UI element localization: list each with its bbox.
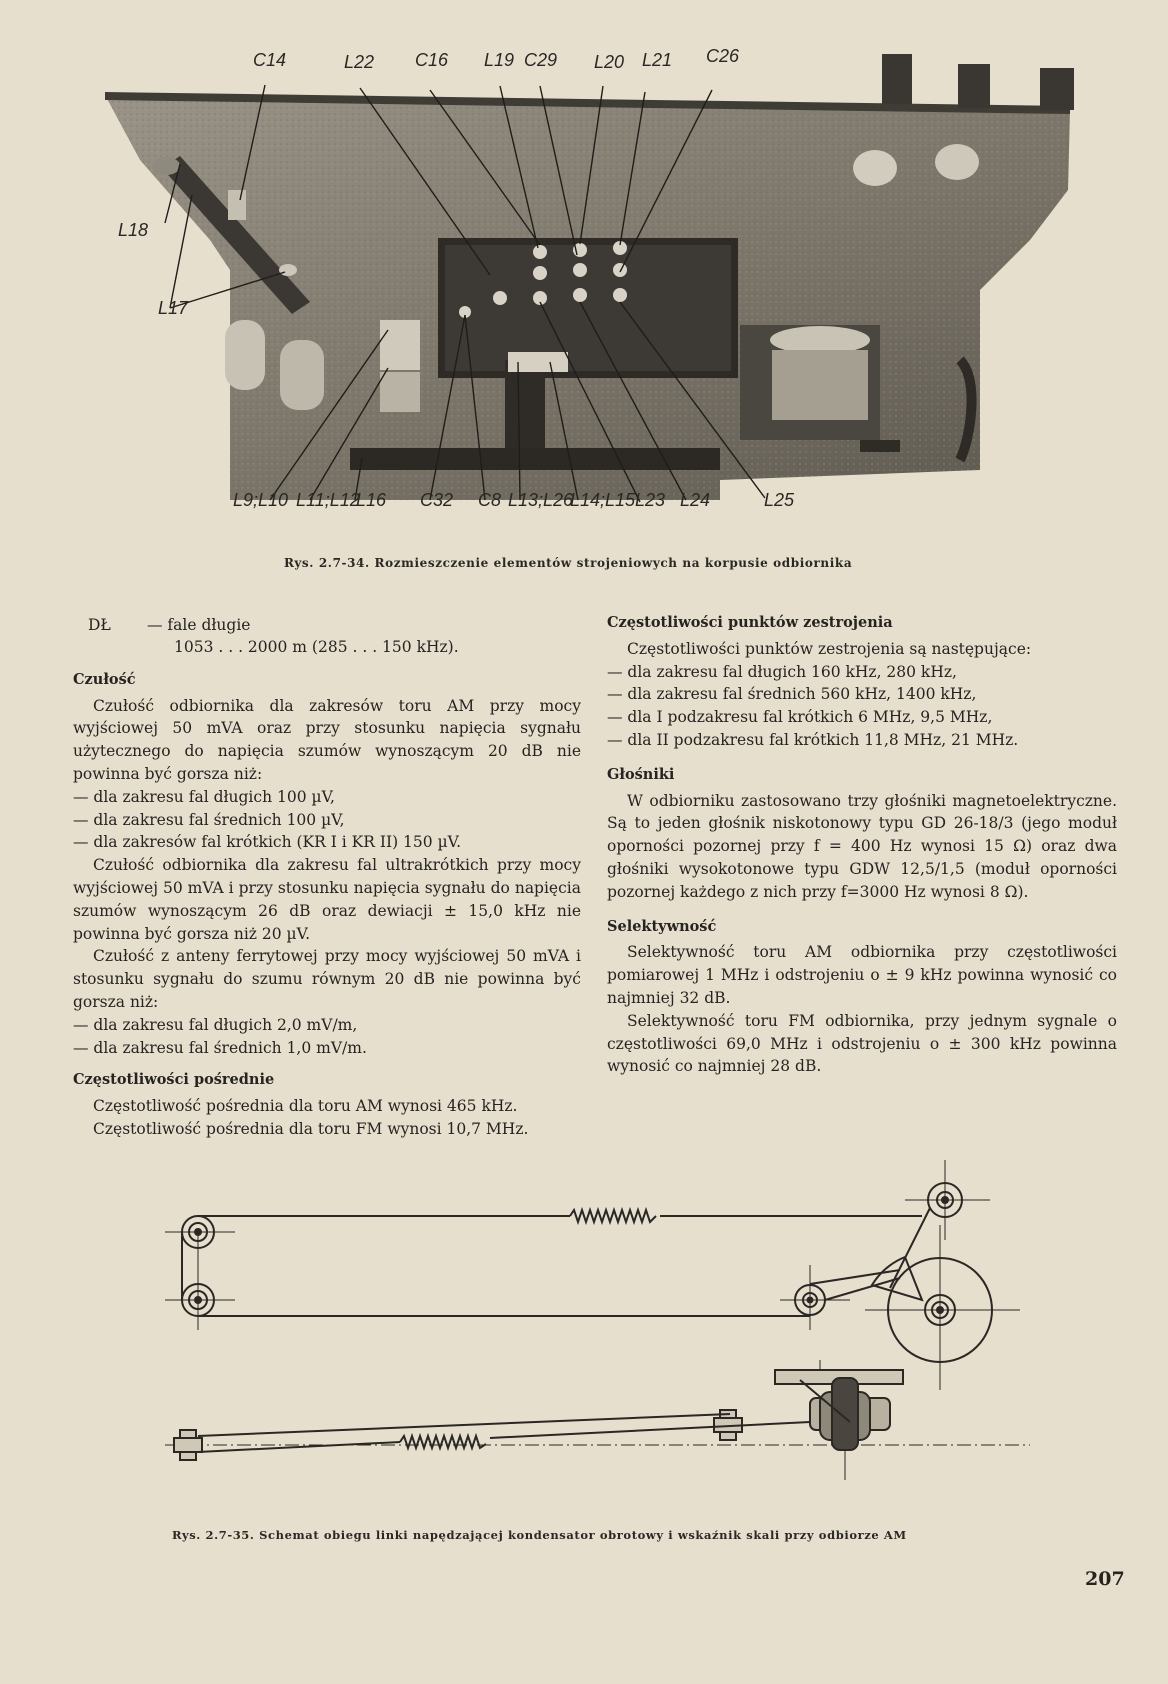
label-l21: L21 xyxy=(642,50,673,70)
label-l14-l15: L14;L15 xyxy=(570,490,636,510)
label-l24: L24 xyxy=(680,490,711,510)
dl-range: 1053 . . . 2000 m (285 . . . 150 kHz). xyxy=(174,638,459,656)
label-l20: L20 xyxy=(594,52,625,72)
label-l13-l26: L13;L26 xyxy=(508,490,574,510)
posrednie-paragraph-2: Częstotliwość pośrednia dla toru FM wynosi 10,7 MHz. xyxy=(93,1119,529,1138)
label-l16: L16 xyxy=(356,490,387,510)
figure-drive-cord-diagram xyxy=(160,1160,1040,1490)
posrednie-paragraph-1: Częstotliwość pośrednia dla toru AM wynosi 465 kHz. xyxy=(93,1097,518,1116)
glosniki-paragraph: W odbiorniku zastosowano trzy głośniki magnetoelektryczne. Są to jeden głośnik niskotonowy typu GD 26-18/3 (jego moduł oporności pozornej przy f = 400 Hz wynosi 15 Ω) oraz dwa głośniki wysokotonowe typu GDW 12,5/1,5 (moduł oporności pozornej każdego z nich przy f=3000 Hz wynosi 8 Ω). xyxy=(607,791,1117,901)
dl-text: — fale długie xyxy=(147,616,251,634)
label-c16: C16 xyxy=(415,50,449,70)
posrednie-heading: Częstotliwości pośrednie xyxy=(73,1071,275,1089)
zestrojenia-intro: Częstotliwości punktów zestrojenia są następujące: xyxy=(627,639,1032,658)
label-l18: L18 xyxy=(118,220,149,240)
zestrojenia-list-item: — dla II podzakresu fal krótkich 11,8 MHz, 21 MHz. xyxy=(607,730,1019,749)
selektywnosc-paragraph-1: Selektywność toru AM odbiornika przy częstotliwości pomiarowej 1 MHz i odstrojeniu o ± 9 kHz powinna wynosić co najmniej 32 dB. xyxy=(607,943,1117,1007)
zestrojenia-list-item: — dla zakresu fal długich 160 kHz, 280 kHz, xyxy=(607,662,957,681)
figure-photo xyxy=(100,40,1080,550)
right-column xyxy=(607,612,1117,1078)
czulosc-list-item: — dla zakresów fal krótkich (KR I i KR II) 150 µV. xyxy=(73,833,462,852)
zestrojenia-list-item: — dla I podzakresu fal krótkich 6 MHz, 9,5 MHz, xyxy=(607,708,993,727)
label-l11-l12: L11;L12 xyxy=(296,490,360,510)
drive-cord-schematic xyxy=(160,1160,1040,1490)
label-c26: C26 xyxy=(706,46,740,66)
label-l23: L23 xyxy=(635,490,666,510)
label-l22: L22 xyxy=(344,52,375,72)
czulosc-list-item: — dla zakresu fal średnich 100 µV, xyxy=(73,810,345,829)
czulosc-paragraph-1: Czułość odbiornika dla zakresów toru AM przy mocy wyjściowej 50 mVA oraz przy stosunku napięcia sygnału użytecznego do napięcia szumów wynoszącym 20 dB nie powinna być gorsza niż: xyxy=(73,696,581,783)
czulosc-list-item: — dla zakresu fal długich 100 µV, xyxy=(73,787,335,806)
selektywnosc-paragraph-2: Selektywność toru FM odbiornika, przy jednym sygnale o częstotliwości 69,0 MHz i odstrojeniu o ± 300 kHz powinna wynosić co najmniej 28 dB. xyxy=(607,1011,1117,1076)
left-column xyxy=(73,614,581,1141)
czulosc-heading: Czułość xyxy=(73,670,136,688)
label-c29: C29 xyxy=(524,50,558,70)
selektywnosc-heading: Selektywność xyxy=(607,917,717,935)
label-c14: C14 xyxy=(253,50,287,70)
zestrojenia-list-item: — dla zakresu fal średnich 560 kHz, 1400 kHz, xyxy=(607,685,977,704)
dl-line xyxy=(73,614,581,636)
dl-abbr: DŁ xyxy=(88,616,111,634)
label-l17: L17 xyxy=(158,298,189,318)
label-c8: C8 xyxy=(478,490,502,510)
czulosc-list2-item: — dla zakresu fal długich 2,0 mV/m, xyxy=(73,1015,358,1034)
glosniki-heading: Głośniki xyxy=(607,765,675,783)
czulosc-list2-item: — dla zakresu fal średnich 1,0 mV/m. xyxy=(73,1038,367,1057)
czulosc-paragraph-3: Czułość z anteny ferrytowej przy mocy wyjściowej 50 mVA i stosunku sygnału do szumu równym 20 dB nie powinna być gorsza niż: xyxy=(73,947,581,1011)
label-c32: C32 xyxy=(420,490,454,510)
zestrojenia-heading: Częstotliwości punktów zestrojenia xyxy=(607,614,893,631)
figure2-caption: Rys. 2.7-35. Schemat obiegu linki napędzającej kondensator obrotowy i wskaźnik skali przy odbiorze AM xyxy=(172,1528,907,1542)
czulosc-paragraph-2: Czułość odbiornika dla zakresu fal ultrakrótkich przy mocy wyjściowej 50 mVA i przy stosunku napięcia sygnału do napięcia szumów wynoszącym 26 dB oraz dewiacji ± 15,0 kHz nie powinna być gorsza niż 20 µV. xyxy=(73,856,581,943)
label-l19: L19 xyxy=(484,50,515,70)
label-l25: L25 xyxy=(764,490,795,510)
label-l9-l10: L9;L10 xyxy=(233,490,289,510)
figure1-caption: Rys. 2.7-34. Rozmieszczenie elementów strojeniowych na korpusie odbiornika xyxy=(284,556,853,570)
radio-chassis-photo xyxy=(100,40,1080,550)
page-number: 207 xyxy=(1085,1568,1125,1590)
